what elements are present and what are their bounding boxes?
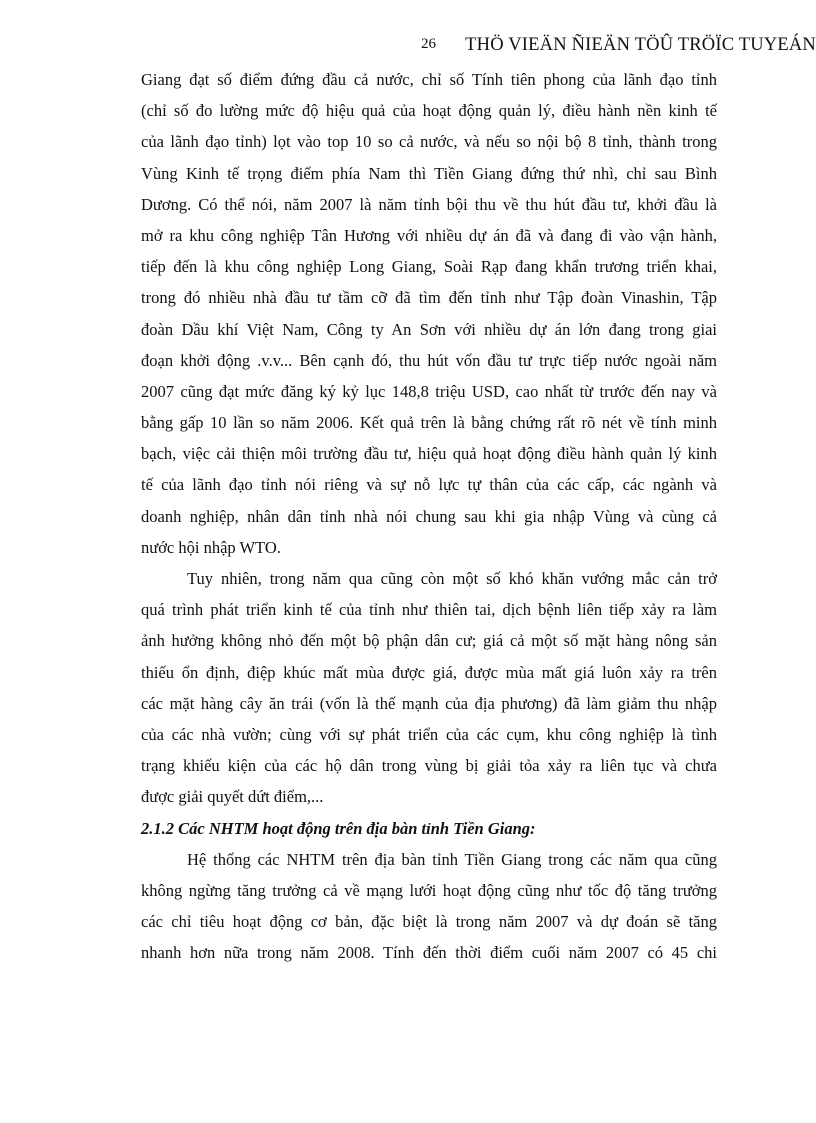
text-line: của lãnh đạo tỉnh) lọt vào top 10 so cả nước, và nếu so nội bộ 8 tỉnh, thành trong: [141, 132, 717, 152]
text-line: bạch, việc cải thiện môi trường đầu tư, hiệu quả hoạt động điều hành quản lý kinh: [141, 444, 717, 464]
text-line: đoàn Dầu khí Việt Nam, Công ty An Sơn với nhiều dự án lớn đang trong giai: [141, 319, 717, 339]
text-line: Giang đạt số điểm đứng đầu cả nước, chỉ số Tính tiên phong của lãnh đạo tỉnh: [141, 70, 717, 89]
text-line: được giải quyết dứt điểm,...: [141, 787, 324, 807]
running-head: THÖ VIEÄN ÑIEÄN TÖÛ TRÖÏC TUYEÁN: [465, 35, 816, 55]
paragraph-2: [141, 563, 717, 813]
text-line: các chỉ tiêu hoạt động cơ bản, đặc biệt là trong năm 2007 và dự đoán sẽ tăng: [141, 912, 717, 932]
text-line: (chỉ số đo lường mức độ hiệu quả của hoạt động quản lý, điều hành nền kinh tế: [141, 101, 717, 121]
text-line: Tuy nhiên, trong năm qua cũng còn một số khó khăn vướng mắc cản trở: [187, 569, 717, 588]
text-line: doanh nghiệp, nhân dân tỉnh nhà nói chung sau khi gia nhập Vùng và cùng cả: [141, 506, 717, 526]
section-heading: 2.1.2 Các NHTM hoạt động trên địa bàn tỉnh Tiền Giang:: [141, 818, 536, 838]
text-line: các mặt hàng cây ăn trái (vốn là thế mạnh của địa phương) đã làm giảm thu nhập: [141, 693, 717, 713]
page-header: [0, 36, 816, 58]
text-line: của các nhà vườn; cùng với sự phát triển của các cụm, khu công nghiệp là tình: [141, 724, 717, 744]
text-line: tiếp đến là khu công nghiệp Long Giang, Soài Rạp đang khẩn trương triển khai,: [141, 257, 717, 277]
paragraph-3: [141, 844, 717, 969]
text-line: nước hội nhập WTO.: [141, 537, 281, 557]
document-body: [141, 64, 717, 968]
text-line: đoạn khởi động .v.v... Bên cạnh đó, thu hút vốn đầu tư trực tiếp nước ngoài năm: [141, 350, 717, 370]
text-line: 2007 cũng đạt mức đăng ký kỷ lục 148,8 triệu USD, cao nhất từ trước đến nay và: [141, 381, 717, 401]
text-line: quá trình phát triển kinh tế của tỉnh như thiên tai, dịch bệnh liên tiếp xảy ra làm: [141, 600, 717, 620]
text-line: Dương. Có thể nói, năm 2007 là năm tỉnh bội thu về thu hút đầu tư, khởi đầu là: [141, 194, 717, 214]
text-line: trong đó nhiều nhà đầu tư tầm cỡ đã tìm đến tỉnh như Tập đoàn Vinashin, Tập: [141, 288, 717, 308]
text-line: thiếu ổn định, điệp khúc mất mùa được giá, được mùa mất giá luôn xảy ra trên: [141, 662, 717, 682]
text-line: Vùng Kinh tế trọng điểm phía Nam thì Tiền Giang đứng thứ nhì, chỉ sau Bình: [141, 163, 717, 183]
paragraph-1: [141, 64, 717, 563]
text-line: nhanh hơn nữa trong năm 2008. Tính đến thời điểm cuối năm 2007 có 45 chi: [141, 943, 717, 963]
text-line: bằng gấp 10 lần so năm 2006. Kết quả trên là bằng chứng rất rõ nét về tính minh: [141, 413, 717, 433]
text-line: Hệ thống các NHTM trên địa bàn tỉnh Tiền Giang trong các năm qua cũng: [187, 849, 717, 869]
page-number: 26: [421, 36, 436, 52]
text-line: trạng khiếu kiện của các hộ dân trong vùng bị giải tỏa xảy ra liên tục và chưa: [141, 756, 717, 776]
text-line: không ngừng tăng trưởng cả về mạng lưới hoạt động cũng như tốc độ tăng trưởng: [141, 880, 717, 900]
text-line: tế của lãnh đạo tỉnh nói riêng và sự nỗ lực tự thân của các cấp, các ngành và: [141, 475, 717, 495]
text-line: mở ra khu công nghiệp Tân Hương với nhiều dự án đã và đang đi vào vận hành,: [141, 225, 717, 245]
text-line: ảnh hưởng không nhỏ đến một bộ phận dân cư; giá cả một số mặt hàng nông sản: [141, 631, 717, 651]
